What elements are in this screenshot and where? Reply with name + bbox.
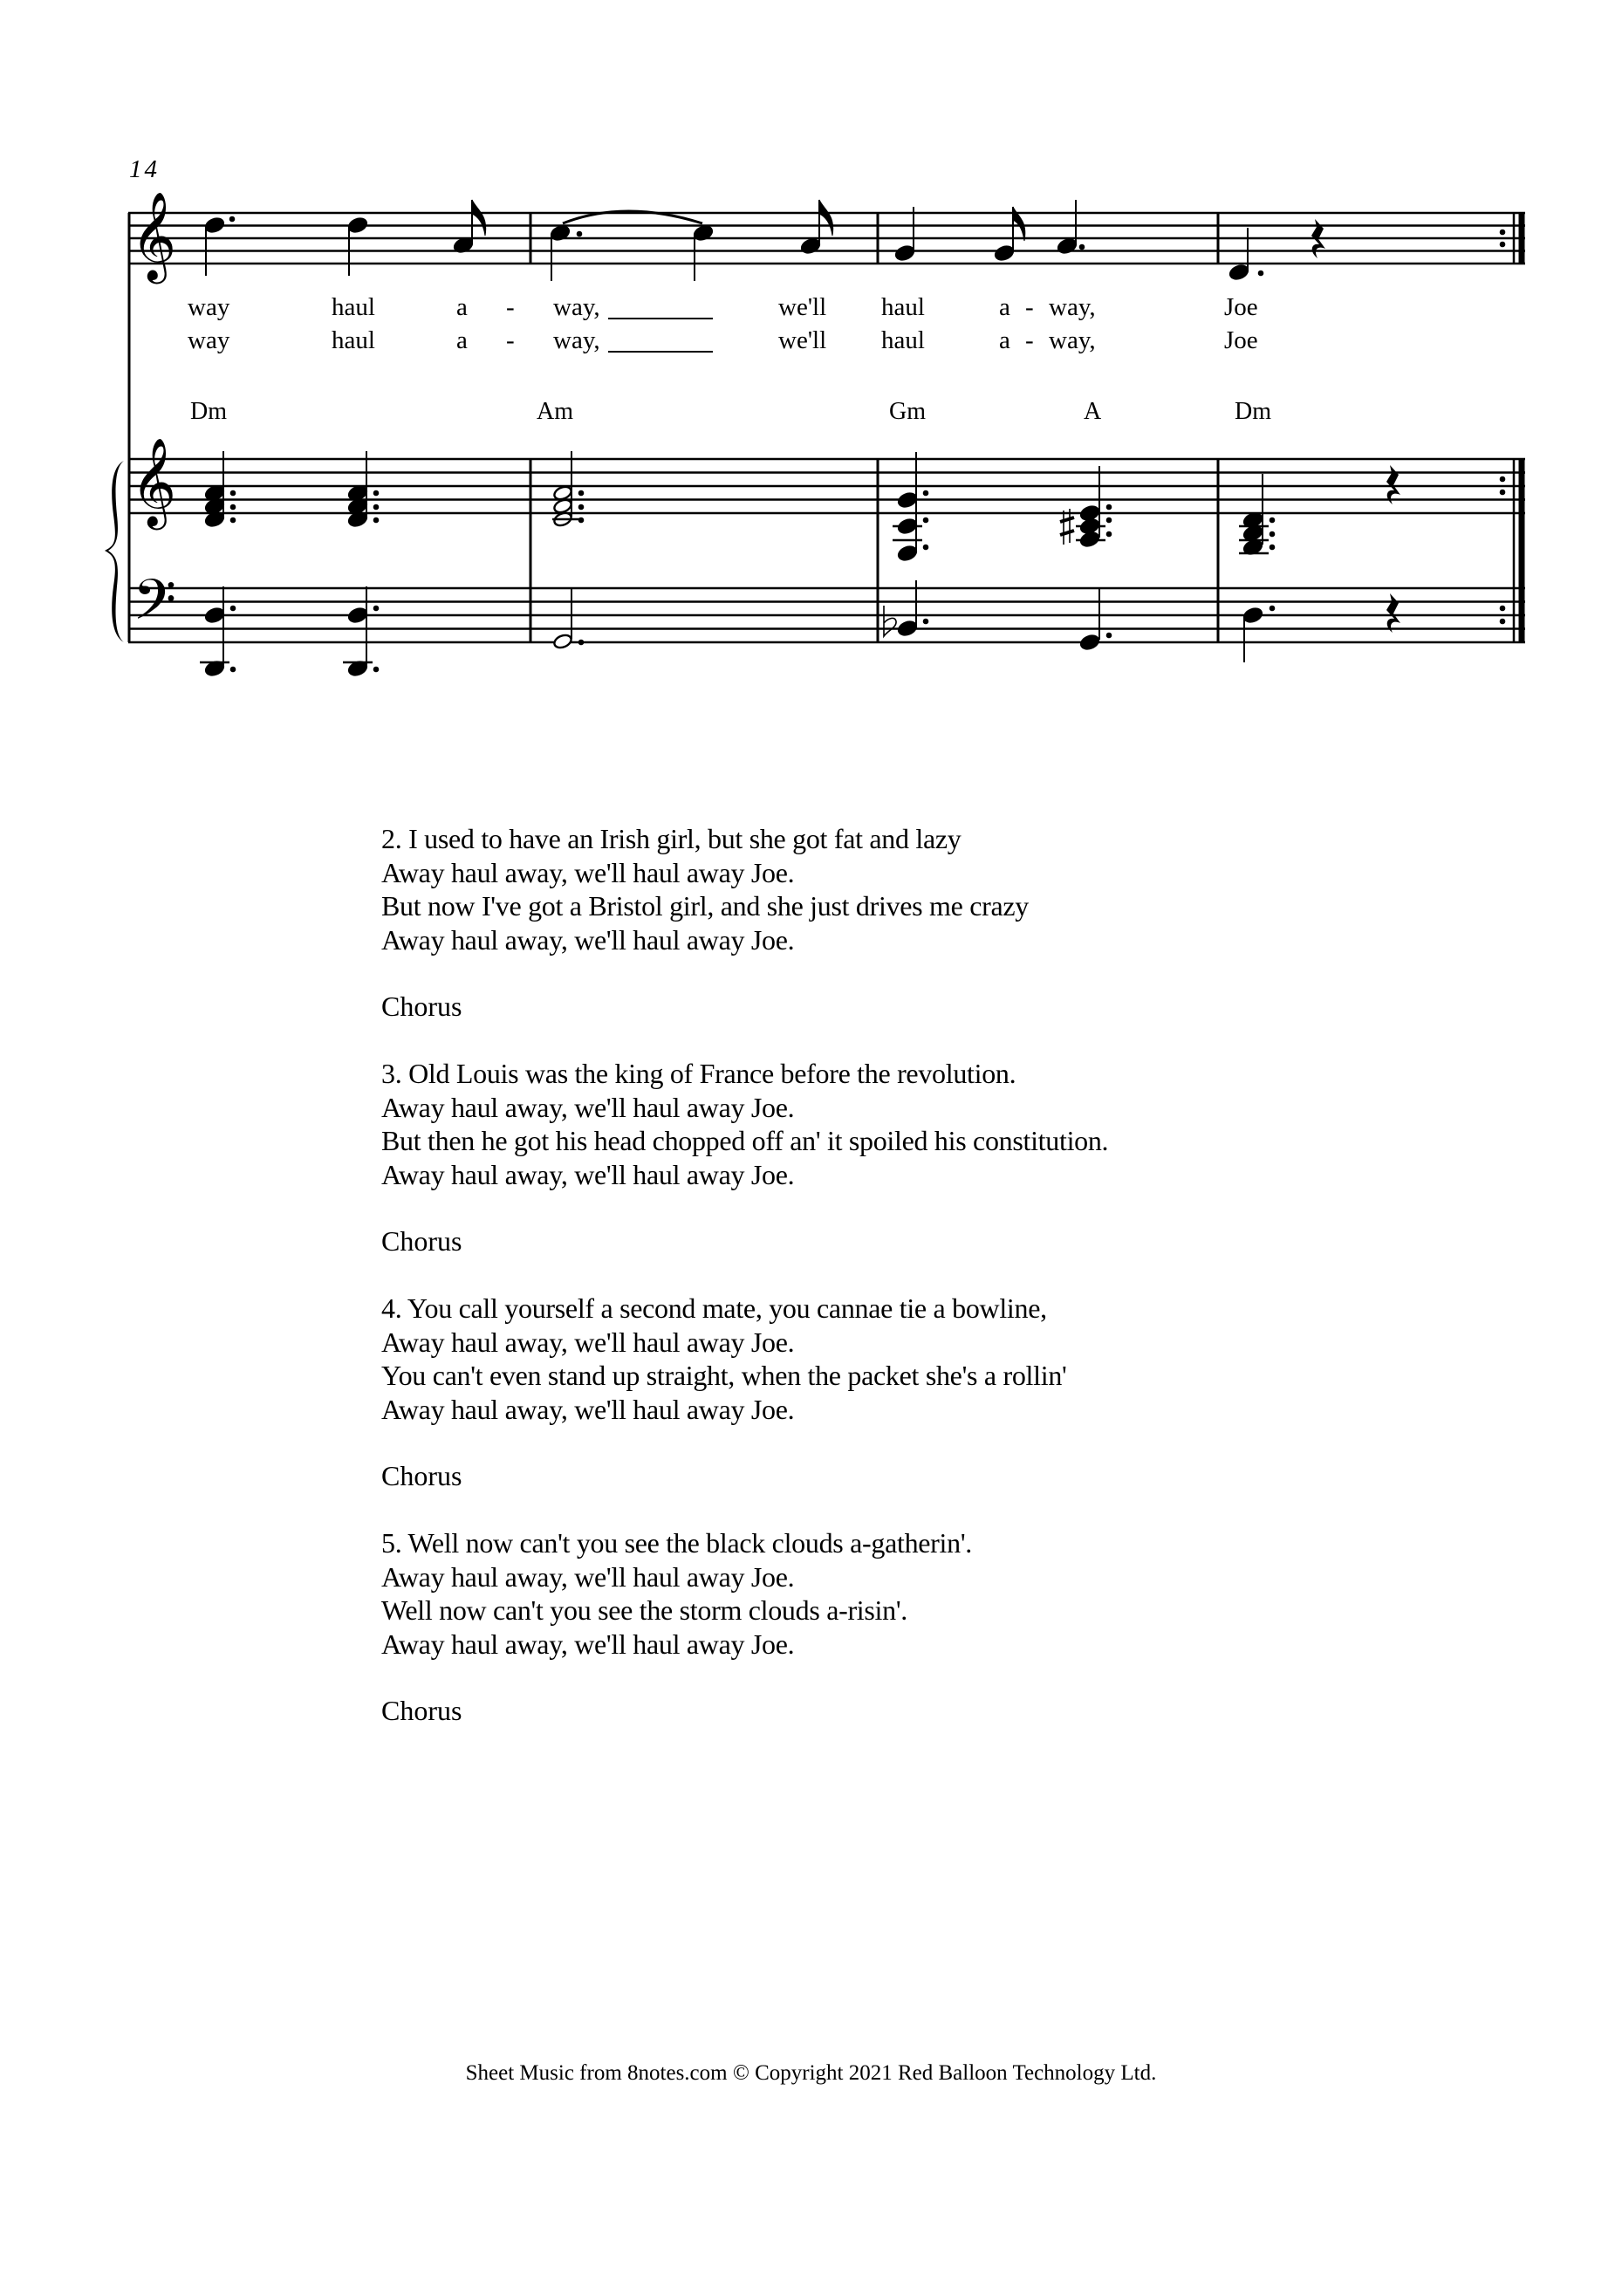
chord-symbol: Am xyxy=(537,398,573,425)
chorus-label: Chorus xyxy=(381,1695,462,1727)
lyric-syllable: Joe xyxy=(1224,293,1258,321)
measure-number: 14 xyxy=(129,155,160,183)
verse-3 xyxy=(381,1057,1428,1258)
chord-symbol: Dm xyxy=(190,398,227,425)
chorus-label: Chorus xyxy=(381,990,462,1023)
lyric-syllable: way, xyxy=(1049,326,1096,354)
verse-line: Well now can't you see the storm clouds a-risin'. xyxy=(381,1594,908,1627)
piano-treble-notes xyxy=(203,451,1275,563)
repeat-dots xyxy=(1500,230,1506,625)
flat-icon xyxy=(884,606,896,636)
chord-symbol: Gm xyxy=(889,398,926,425)
piano-bass-staff xyxy=(128,588,1525,642)
barlines xyxy=(129,213,1522,642)
lyric-syllable: way xyxy=(188,293,230,321)
lyric-syllable: a xyxy=(999,326,1010,354)
lyric-syllable: a xyxy=(456,293,468,321)
lyric-syllable: we'll xyxy=(778,293,827,321)
lyric-syllable: haul xyxy=(332,326,375,354)
lyric-syllable: haul xyxy=(881,326,925,354)
lyric-syllable: a xyxy=(999,293,1010,321)
lyric-syllable: Joe xyxy=(1224,326,1258,354)
verse-line: Away haul away, we'll haul away Joe. xyxy=(381,1091,795,1123)
verse-line: 3. Old Louis was the king of France before the revolution. xyxy=(381,1057,1016,1089)
verse-line: Away haul away, we'll haul away Joe. xyxy=(381,1628,795,1660)
copyright-footer: Sheet Music from 8notes.com © Copyright 2021 Red Balloon Technology Ltd. xyxy=(465,2061,1157,2085)
lyric-syllable: we'll xyxy=(778,326,827,354)
lyric-syllable: way, xyxy=(553,326,600,354)
verse-line: Away haul away, we'll haul away Joe. xyxy=(381,856,795,888)
lyric-hyphen: - xyxy=(506,326,515,354)
lyric-syllable: way xyxy=(188,326,230,354)
verse-line: Away haul away, we'll haul away Joe. xyxy=(381,1560,795,1593)
verse-5 xyxy=(381,1526,1428,1728)
chorus-label: Chorus xyxy=(381,1225,462,1258)
piano-treble-staff xyxy=(128,459,1525,513)
verse-2 xyxy=(381,822,1428,1024)
verse-line: 2. I used to have an Irish girl, but she got fat and lazy xyxy=(381,823,962,854)
verse-line: Away haul away, we'll haul away Joe. xyxy=(381,1326,795,1358)
additional-verses xyxy=(381,822,1428,1761)
lyric-syllable: haul xyxy=(881,293,925,321)
bass-clef-icon: 𝄢 xyxy=(133,568,177,647)
verse-line: But now I've got a Bristol girl, and she just drives me crazy xyxy=(381,890,1029,922)
verse-line: 5. Well now can't you see the black clouds a-gatherin'. xyxy=(381,1526,972,1559)
verse-4 xyxy=(381,1292,1428,1493)
melisma-extender xyxy=(608,351,713,353)
verse-line: Away haul away, we'll haul away Joe. xyxy=(381,923,795,956)
lyric-hyphen: - xyxy=(506,293,515,321)
piano-brace-icon xyxy=(105,461,124,642)
lyric-syllable: way, xyxy=(553,293,600,321)
lyric-syllable: way, xyxy=(1049,293,1096,321)
verse-line: But then he got his head chopped off an' it spoiled his constitution. xyxy=(381,1125,1109,1157)
lyric-hyphen: - xyxy=(1025,326,1034,354)
melisma-extender xyxy=(608,318,713,319)
chord-symbol: Dm xyxy=(1235,398,1271,425)
lyric-hyphen: - xyxy=(1025,293,1034,321)
treble-clef-icon: 𝄞 xyxy=(131,190,177,280)
verse-line: You can't even stand up straight, when the packet she's a rollin' xyxy=(381,1360,1067,1392)
lyric-syllable: a xyxy=(456,326,468,354)
quarter-rest-icon xyxy=(1386,465,1400,504)
chord-symbol: A xyxy=(1084,398,1102,425)
lyric-syllable: haul xyxy=(332,293,375,321)
treble-clef-icon: 𝄞 xyxy=(131,436,177,526)
quarter-rest-icon xyxy=(1386,593,1400,633)
verse-line: Away haul away, we'll haul away Joe. xyxy=(381,1393,795,1425)
verse-line: Away haul away, we'll haul away Joe. xyxy=(381,1158,795,1190)
chorus-label: Chorus xyxy=(381,1460,462,1492)
verse-line: 4. You call yourself a second mate, you cannae tie a bowline, xyxy=(381,1292,1047,1324)
